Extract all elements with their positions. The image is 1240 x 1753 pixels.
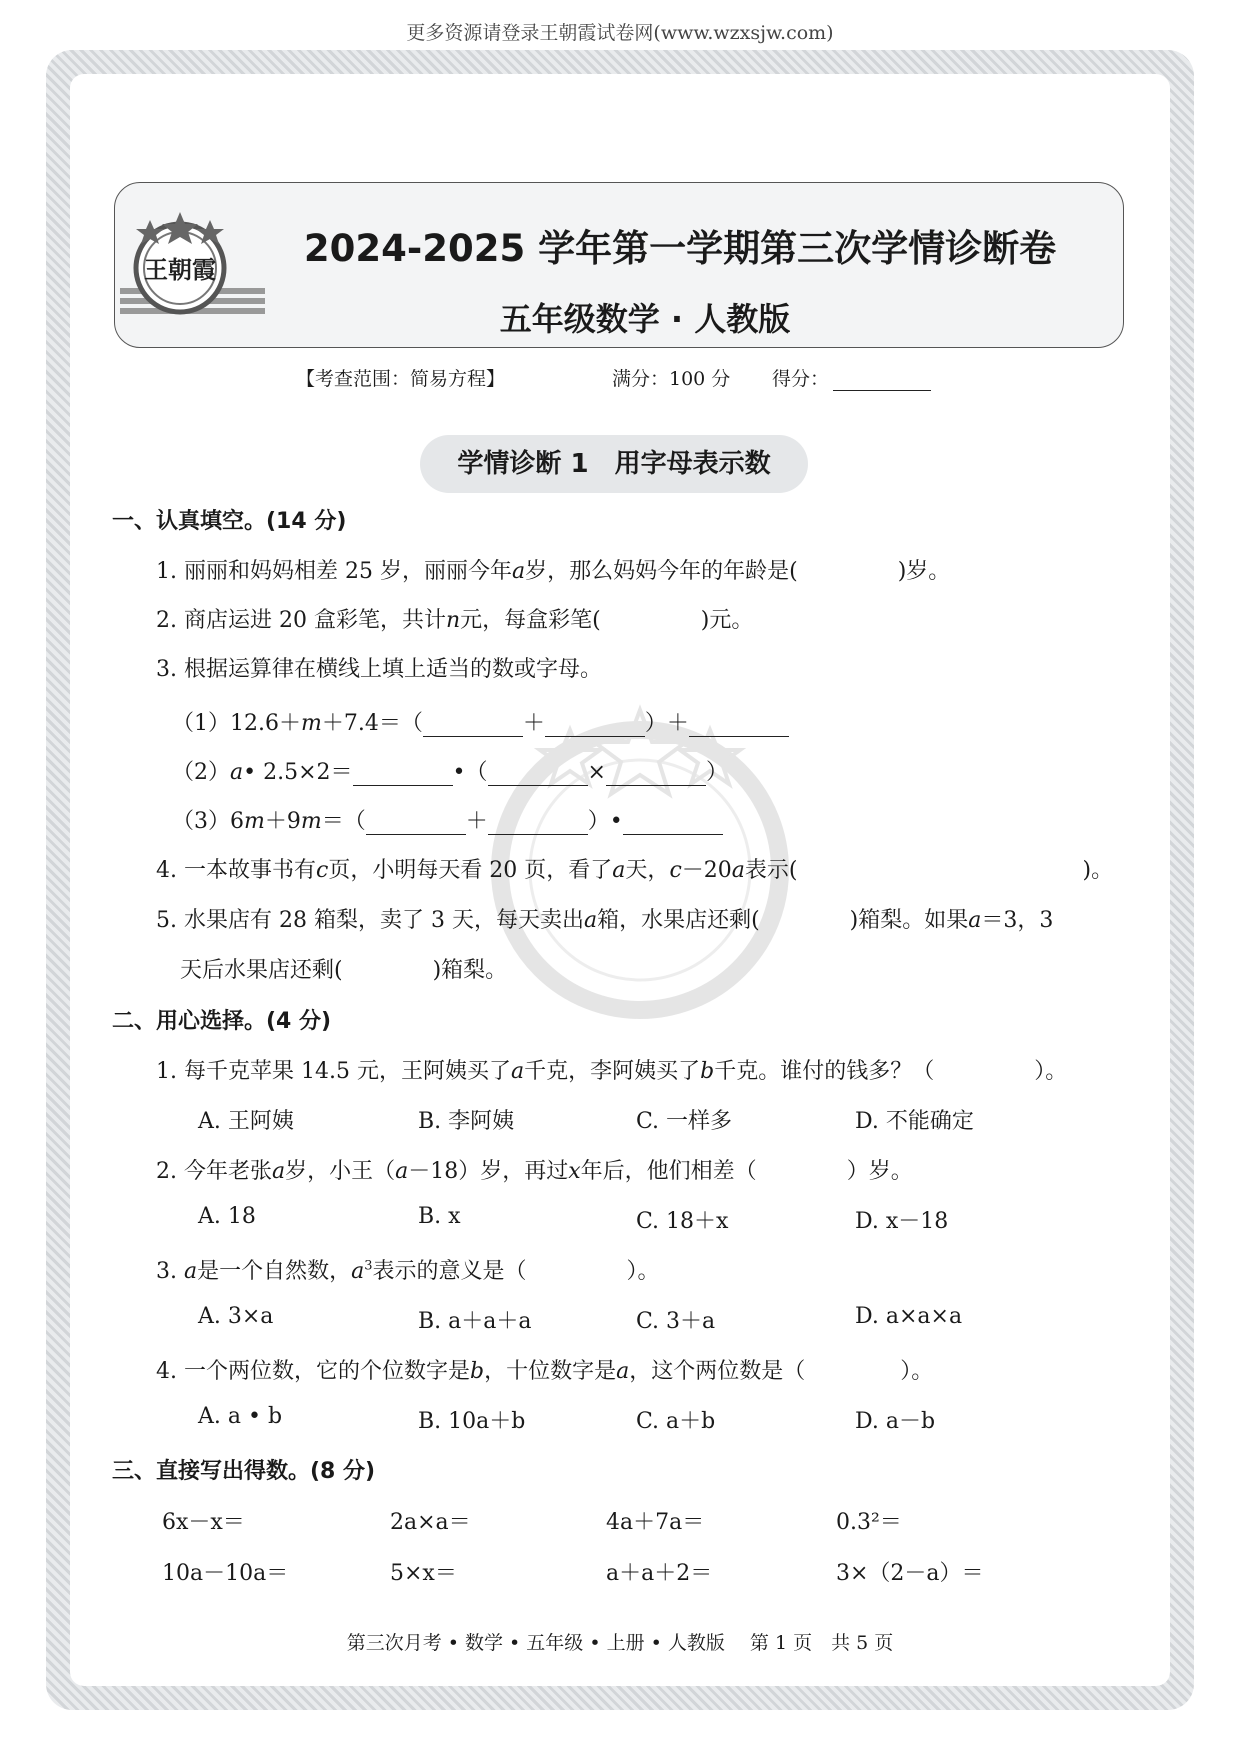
- part2-q3-option-b[interactable]: B. a＋a＋a: [418, 1309, 532, 1334]
- wangzhaoxia-logo-icon: [120, 210, 265, 330]
- page-title: 2024-2025 学年第一学期第三次学情诊断卷: [303, 227, 1057, 270]
- part1-q3-s3: （3）6m＋9m＝（ ＋ ）•: [172, 804, 723, 835]
- svg-text:王朝霞: 王朝霞: [144, 256, 216, 284]
- part2-q1-option-a[interactable]: A. 王阿姨: [198, 1109, 294, 1134]
- fill-blank[interactable]: [353, 761, 453, 786]
- part2-q3-option-d[interactable]: D. a×a×a: [855, 1304, 963, 1329]
- calc-item: a＋a＋2＝: [606, 1561, 713, 1586]
- calc-item: 5×x＝: [390, 1561, 457, 1586]
- fill-blank[interactable]: [488, 761, 588, 786]
- fill-blank[interactable]: [623, 810, 723, 835]
- part2-q1-option-c[interactable]: C. 一样多: [636, 1109, 733, 1134]
- score-field[interactable]: [772, 364, 931, 391]
- part1-q4: 4. 一本故事书有c页，小明每天看 20 页，看了a天，c－20a表示( )。: [156, 858, 1114, 883]
- part1-q3-s2: （2）a• 2.5×2＝ •（ × ）: [172, 760, 728, 785]
- part1-q2: 2. 商店运进 20 盒彩笔，共计n元，每盒彩笔( )元。: [156, 608, 754, 633]
- part2-q2: 2. 今年老张a岁，小王（a－18）岁，再过x年后，他们相差（ ）岁。: [156, 1159, 913, 1184]
- calc-item: 2a×a＝: [390, 1510, 471, 1535]
- exam-scope: 【考查范围：简易方程】: [296, 368, 506, 390]
- full-score: 满分：100 分: [612, 368, 731, 390]
- part2-q4-option-d[interactable]: D. a－b: [855, 1409, 936, 1434]
- part2-q4-option-b[interactable]: B. 10a＋b: [418, 1409, 526, 1434]
- fill-blank[interactable]: [366, 810, 466, 835]
- calc-item: 4a＋7a＝: [606, 1510, 705, 1535]
- part1-heading: 一、认真填空。(14 分): [112, 509, 347, 534]
- part2-q2-option-c[interactable]: C. 18＋x: [636, 1209, 729, 1234]
- part1-q3: 3. 根据运算律在横线上填上适当的数或字母。: [156, 657, 602, 682]
- part2-q4-option-c[interactable]: C. a＋b: [636, 1409, 716, 1434]
- calc-item: 10a－10a＝: [162, 1561, 289, 1586]
- source-line: 更多资源请登录王朝霞试卷网(www.wzxsjw.com): [406, 22, 834, 44]
- calc-item: 6x－x＝: [162, 1510, 245, 1535]
- part2-q1-option-b[interactable]: B. 李阿姨: [418, 1109, 515, 1134]
- fill-blank[interactable]: [488, 810, 588, 835]
- part2-q1: 1. 每千克苹果 14.5 元，王阿姨买了a千克，李阿姨买了b千克。谁付的钱多？（ ）。: [156, 1059, 1068, 1084]
- part3-heading: 三、直接写出得数。(8 分): [112, 1459, 376, 1484]
- part2-q2-option-a[interactable]: A. 18: [198, 1204, 256, 1229]
- part2-q3-option-a[interactable]: A. 3×a: [198, 1304, 274, 1329]
- fill-blank[interactable]: [606, 761, 706, 786]
- part2-heading: 二、用心选择。(4 分): [112, 1009, 332, 1034]
- part1-q5-cont: 天后水果店还剩( )箱梨。: [180, 958, 508, 983]
- page-subtitle: 五年级数学 · 人教版: [499, 300, 791, 338]
- fill-blank[interactable]: [689, 712, 789, 737]
- part2-q4: 4. 一个两位数，它的个位数字是b，十位数字是a，这个两位数是（ ）。: [156, 1359, 934, 1384]
- calc-item: 3×（2－a）＝: [836, 1561, 984, 1586]
- part1-q5: 5. 水果店有 28 箱梨，卖了 3 天，每天卖出a箱，水果店还剩( )箱梨。如果a＝3，3: [156, 908, 1054, 933]
- score-label: 得分：: [772, 368, 830, 390]
- fill-blank[interactable]: [545, 712, 645, 737]
- part2-q1-option-d[interactable]: D. 不能确定: [855, 1109, 974, 1134]
- part2-q2-option-d[interactable]: D. x－18: [855, 1209, 949, 1234]
- fill-blank[interactable]: [423, 712, 523, 737]
- part1-q3-s1: （1）12.6＋m＋7.4＝（ ＋ ）＋: [172, 706, 789, 737]
- score-blank[interactable]: [833, 370, 931, 391]
- calc-item: 0.3²＝: [836, 1510, 902, 1535]
- page-footer: 第三次月考 • 数学 • 五年级 • 上册 • 人教版 第 1 页 共 5 页: [346, 1632, 894, 1654]
- section-pill: 学情诊断 1 用字母表示数: [420, 435, 808, 493]
- part1-q1: 1. 丽丽和妈妈相差 25 岁，丽丽今年a岁，那么妈妈今年的年龄是( )岁。: [156, 559, 951, 584]
- part2-q3-option-c[interactable]: C. 3＋a: [636, 1309, 716, 1334]
- part2-q2-option-b[interactable]: B. x: [418, 1204, 461, 1229]
- part2-q4-option-a[interactable]: A. a • b: [198, 1404, 283, 1429]
- part2-q3: 3. a是一个自然数，$a^3$表示的意义是（ ）。: [156, 1258, 660, 1284]
